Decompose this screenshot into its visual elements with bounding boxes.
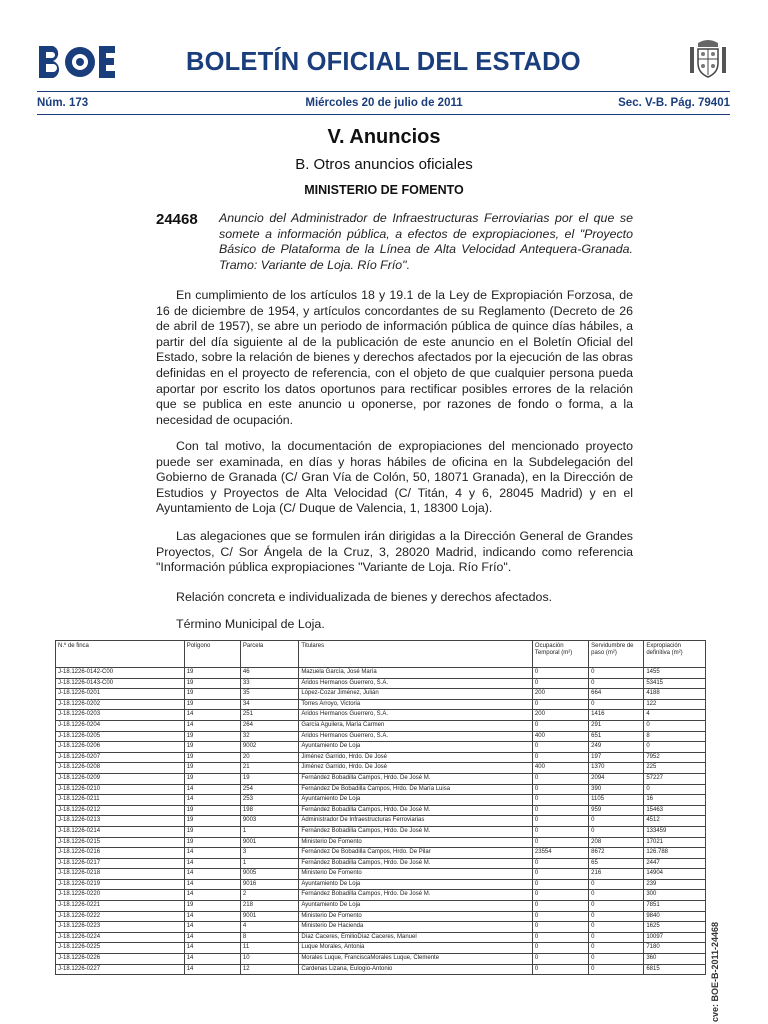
table-cell: J-18.1226-0207 [56, 752, 185, 763]
table-cell: 0 [532, 699, 588, 710]
table-cell: Mazuela García, José María [299, 668, 533, 679]
table-cell: 14 [184, 922, 240, 933]
table-row [56, 901, 706, 912]
section-subtitle: B. Otros anuncios oficiales [295, 156, 473, 173]
table-cell: 1105 [589, 795, 644, 806]
table-row [56, 678, 706, 689]
table-cell: Cardenas Lizana, Eulogio-Antonio [299, 964, 533, 975]
table-cell: 21 [240, 763, 298, 774]
table-cell: Ayuntamiento De Loja [299, 901, 533, 912]
table-cell: Fernández Bobadilla Campos, Hrdo. De José M. [299, 805, 533, 816]
table-row [56, 816, 706, 827]
table-cell: 390 [589, 784, 644, 795]
table-header-row [56, 641, 706, 668]
table-cell: 0 [644, 720, 706, 731]
table-cell: 3 [240, 848, 298, 859]
table-cell: 2094 [589, 773, 644, 784]
table-cell: 0 [532, 879, 588, 890]
table-cell: 19 [184, 731, 240, 742]
announcement-number: 24468 [156, 211, 198, 228]
table-cell: 0 [589, 879, 644, 890]
table-cell: 19 [184, 668, 240, 679]
header-rule-bottom [37, 114, 730, 115]
table-cell: Ministerio De Fomento [299, 869, 533, 880]
table-row [56, 784, 706, 795]
table-cell: 19 [184, 699, 240, 710]
table-cell: Morales Luque, FranciscaMorales Luque, Clemente [299, 954, 533, 965]
table-cell: 0 [532, 784, 588, 795]
table-cell: 23554 [532, 848, 588, 859]
issue-date: Miércoles 20 de julio de 2011 [305, 97, 463, 109]
table-cell: 9005 [240, 869, 298, 880]
table-cell: Fernández De Bobadilla Campos, Hrdo. De Pilar [299, 848, 533, 859]
table-cell: 19 [240, 773, 298, 784]
table-cell: J-18.1226-0201 [56, 689, 185, 700]
paragraph: Las alegaciones que se formulen irán dirigidas a la Dirección General de Grandes Proyectos, C/ Sor Ángela de la Cruz, 3, 28020 Madrid, indicando como referencia "Información pública expropiaciones "Variante de Loja. Río Frío". [156, 529, 633, 575]
table-cell: 0 [589, 911, 644, 922]
table-cell: 19 [184, 742, 240, 753]
table-cell: 14904 [644, 869, 706, 880]
column-header: Titulares [299, 641, 533, 668]
table-cell: 1 [240, 858, 298, 869]
paragraph: Término Municipal de Loja. [176, 617, 325, 631]
table-cell: 218 [240, 901, 298, 912]
table-cell: 14 [184, 943, 240, 954]
table-cell: J-18.1226-0202 [56, 699, 185, 710]
table-cell: Aridos Hermanos Guerrero, S.A. [299, 710, 533, 721]
table-cell: 0 [589, 901, 644, 912]
table-cell: 57227 [644, 773, 706, 784]
table-row [56, 879, 706, 890]
column-header: Ocupación Temporal (m²) [532, 641, 588, 668]
table-cell: 0 [589, 932, 644, 943]
table-cell: 122 [644, 699, 706, 710]
table-cell: 16 [644, 795, 706, 806]
table-cell: 14 [184, 710, 240, 721]
table-cell: Aridos Hermanos Guerrero, S.A. [299, 731, 533, 742]
table-cell: 0 [532, 954, 588, 965]
table-cell: 10097 [644, 932, 706, 943]
table-cell: 19 [184, 752, 240, 763]
table-row [56, 954, 706, 965]
table-cell: 2 [240, 890, 298, 901]
table-cell: 200 [532, 689, 588, 700]
table-cell: J-18.1226-0221 [56, 901, 185, 912]
table-cell: 19 [184, 678, 240, 689]
table-cell: 216 [589, 869, 644, 880]
table-cell: 19 [184, 689, 240, 700]
table-cell: 53415 [644, 678, 706, 689]
table-cell: 0 [644, 784, 706, 795]
table-cell: 1455 [644, 668, 706, 679]
table-cell: 12 [240, 964, 298, 975]
table-cell: 14 [184, 858, 240, 869]
table-cell: 0 [532, 795, 588, 806]
table-cell: 0 [532, 720, 588, 731]
table-cell: J-18.1226-0209 [56, 773, 185, 784]
table-cell: J-18.1226-0208 [56, 763, 185, 774]
table-cell: Fernández Bobadilla Campos, Hrdo. De José M. [299, 826, 533, 837]
table-cell: 1416 [589, 710, 644, 721]
table-row [56, 911, 706, 922]
table-cell: 208 [589, 837, 644, 848]
table-cell: 0 [532, 742, 588, 753]
table-cell: 14 [184, 848, 240, 859]
table-cell: 400 [532, 731, 588, 742]
table-cell: 0 [589, 826, 644, 837]
table-cell: Torres Arroyo, Victoria [299, 699, 533, 710]
table-cell: 19 [184, 901, 240, 912]
table-cell: 4512 [644, 816, 706, 827]
table-row [56, 848, 706, 859]
table-cell: 254 [240, 784, 298, 795]
table-cell: 291 [589, 720, 644, 731]
table-cell: 0 [532, 752, 588, 763]
table-cell: 19 [184, 805, 240, 816]
table-cell: 19 [184, 826, 240, 837]
table-cell: 19 [184, 816, 240, 827]
table-cell: 19 [184, 837, 240, 848]
table-row [56, 699, 706, 710]
table-cell: J-18.1226-0226 [56, 954, 185, 965]
table-cell: Ministerio De Fomento [299, 911, 533, 922]
table-cell: 35 [240, 689, 298, 700]
table-cell: 4 [240, 922, 298, 933]
table-row [56, 689, 706, 700]
table-cell: 200 [532, 710, 588, 721]
table-cell: 32 [240, 731, 298, 742]
table-cell: J-18.1226-0215 [56, 837, 185, 848]
table-cell: 0 [532, 932, 588, 943]
table-cell: J-18.1226-0213 [56, 816, 185, 827]
table-row [56, 922, 706, 933]
table-cell: 14 [184, 720, 240, 731]
table-cell: 9003 [240, 816, 298, 827]
table-cell: 0 [532, 890, 588, 901]
table-cell: J-18.1226-0217 [56, 858, 185, 869]
table-cell: Ayuntamiento De Loja [299, 879, 533, 890]
announcement-title: Anuncio del Administrador de Infraestructuras Ferroviarias por el que se somete a información pública, a efectos de expropiaciones, el "Proyecto Básico de Plataforma de la Línea de Alta Velocidad Antequera-Granada. Tramo: Variante de Loja. Río Frío". [219, 211, 633, 272]
table-cell: 0 [532, 826, 588, 837]
table-cell: 225 [644, 763, 706, 774]
table-cell: 33 [240, 678, 298, 689]
table-cell: 8672 [589, 848, 644, 859]
table-row [56, 837, 706, 848]
table-row [56, 763, 706, 774]
table-row [56, 858, 706, 869]
table-cell: 1 [240, 826, 298, 837]
table-cell: J-18.1226-0203 [56, 710, 185, 721]
table-row [56, 826, 706, 837]
table-cell: 400 [532, 763, 588, 774]
table-cell: 14 [184, 784, 240, 795]
table-cell: 14 [184, 795, 240, 806]
table-cell: 9001 [240, 837, 298, 848]
table-cell: 14 [184, 911, 240, 922]
table-cell: 0 [589, 943, 644, 954]
table-row [56, 668, 706, 679]
table-cell: Jiménez Garrido, Hrdo. De José [299, 763, 533, 774]
table-cell: 0 [589, 816, 644, 827]
table-cell: 0 [589, 954, 644, 965]
table-row [56, 710, 706, 721]
table-cell: 7952 [644, 752, 706, 763]
header-rule-top [37, 91, 730, 92]
table-row [56, 805, 706, 816]
table-cell: 10 [240, 954, 298, 965]
table-cell: Jiménez Garrido, Hrdo. De José [299, 752, 533, 763]
table-cell: J-18.1226-0205 [56, 731, 185, 742]
table-cell: 9016 [240, 879, 298, 890]
table-cell: 239 [644, 879, 706, 890]
table-cell: Díaz Caceres, EmilioDíaz Caceres, Manuel [299, 932, 533, 943]
table-row [56, 890, 706, 901]
table-cell: 46 [240, 668, 298, 679]
table-cell: J-18.1226-0224 [56, 932, 185, 943]
table-cell: 9002 [240, 742, 298, 753]
cve-code: cve: BOE-B-2011-24468 [710, 921, 720, 1022]
table-cell: 20 [240, 752, 298, 763]
table-cell: 4188 [644, 689, 706, 700]
table-cell: 0 [589, 678, 644, 689]
table-cell: Ministerio De Hacienda [299, 922, 533, 933]
section-page: Sec. V-B. Pág. 79401 [618, 97, 730, 109]
table-cell: Luque Morales, Antonia [299, 943, 533, 954]
table-row [56, 742, 706, 753]
table-cell: 197 [589, 752, 644, 763]
table-cell: Fernández Bobadilla Campos, Hrdo. De José M. [299, 890, 533, 901]
table-row [56, 932, 706, 943]
table-cell: 0 [532, 678, 588, 689]
table-cell: 0 [589, 890, 644, 901]
table-cell: J-18.1226-0211 [56, 795, 185, 806]
table-cell: 0 [532, 922, 588, 933]
table-cell: 14 [184, 954, 240, 965]
paragraph: Relación concreta e individualizada de bienes y derechos afectados. [176, 590, 553, 604]
table-cell: Áridos Hermanos Guerrero, S.A. [299, 678, 533, 689]
table-cell: J-18.1226-0223 [56, 922, 185, 933]
table-row [56, 720, 706, 731]
table-cell: 14 [184, 964, 240, 975]
table-cell: 664 [589, 689, 644, 700]
table-cell: 1370 [589, 763, 644, 774]
table-row [56, 752, 706, 763]
table-cell: J-18.1226-0210 [56, 784, 185, 795]
table-cell: J-18.1226-0142-C00 [56, 668, 185, 679]
table-cell: Ministerio De Fomento [299, 837, 533, 848]
paragraph: Con tal motivo, la documentación de expropiaciones del mencionado proyecto puede ser examinada, en días y horas hábiles de oficina en la Subdelegación del Gobierno de Granada (C/ Gran Vía de Colón, 50, 18071 Granada), en la Dirección de Estudios y Proyectos de Alta Velocidad (C/ Titán, 4 y 6, 28045 Madrid) y en el Ayuntamiento de Loja (C/ Duque de Valencia, 1, 18300 Loja). [156, 439, 633, 516]
table-cell: 0 [589, 964, 644, 975]
column-header: Polígono [184, 641, 240, 668]
table-cell: J-18.1226-0218 [56, 869, 185, 880]
table-cell: Fernández De Bobadilla Campos, Hrdo. De María Luisa [299, 784, 533, 795]
table-cell: 198 [240, 805, 298, 816]
column-header: N.º de finca [56, 641, 185, 668]
table-cell: Fernández Bobadilla Campos, Hrdo. De José M. [299, 773, 533, 784]
table-cell: 0 [532, 964, 588, 975]
issue-number: Núm. 173 [37, 97, 89, 109]
table-cell: J-18.1226-0216 [56, 848, 185, 859]
table-cell: 0 [589, 699, 644, 710]
masthead-title: BOLETÍN OFICIAL DEL ESTADO [186, 48, 581, 76]
table-cell: 15463 [644, 805, 706, 816]
table-cell: 11 [240, 943, 298, 954]
table-cell: 360 [644, 954, 706, 965]
table-cell: Ayuntamiento De Loja [299, 795, 533, 806]
table-cell: J-18.1226-0220 [56, 890, 185, 901]
table-cell: J-18.1226-0143-C00 [56, 678, 185, 689]
table-cell: 959 [589, 805, 644, 816]
table-cell: 0 [532, 901, 588, 912]
table-cell: 253 [240, 795, 298, 806]
table-cell: J-18.1226-0222 [56, 911, 185, 922]
table-cell: 300 [644, 890, 706, 901]
table-cell: 14 [184, 932, 240, 943]
table-cell: 126.788 [644, 848, 706, 859]
table-cell: 0 [532, 943, 588, 954]
table-cell: 7851 [644, 901, 706, 912]
column-header: Expropiación definitiva (m²) [644, 641, 706, 668]
table-cell: 9001 [240, 911, 298, 922]
table-cell: J-18.1226-0214 [56, 826, 185, 837]
table-row [56, 943, 706, 954]
table-cell: 0 [589, 668, 644, 679]
table-cell: 17021 [644, 837, 706, 848]
table-cell: 6815 [644, 964, 706, 975]
table-cell: 65 [589, 858, 644, 869]
table-row [56, 869, 706, 880]
table-cell: J-18.1226-0219 [56, 879, 185, 890]
coat-of-arms-icon [686, 37, 730, 81]
table-cell: 264 [240, 720, 298, 731]
table-cell: 19 [184, 763, 240, 774]
table-cell: J-18.1226-0206 [56, 742, 185, 753]
table-cell: 133459 [644, 826, 706, 837]
table-cell: 14 [184, 869, 240, 880]
section-title: V. Anuncios [327, 126, 441, 148]
table-cell: 0 [532, 816, 588, 827]
table-cell: Administrador De Infraestructuras Ferroviarias [299, 816, 533, 827]
ministry-heading: MINISTERIO DE FOMENTO [304, 183, 464, 197]
column-header: Parcela [240, 641, 298, 668]
paragraph: En cumplimiento de los artículos 18 y 19.1 de la Ley de Expropiación Forzosa, de 16 de diciembre de 1954, y artículos concordantes de su Reglamento (Decreto de 26 de abril de 1957), se abre un periodo de información pública de quince días hábiles, a partir del día siguiente al de la publicación de este anuncio en el Boletín Oficial del Estado, sobre la relación de bienes y derechos afectados por la ejecución de las obras definidas en el proyecto de referencia, con el objeto de que cualquier persona pueda aportar por escrito los datos oportunos para rectificar posibles errores de la relación que se publica en este anuncio u oponerse, por razones de fondo o forma, a la necesidad de ocupación. [156, 288, 633, 427]
table-cell: Fernández Bobadilla Campos, Hrdo. De José M. [299, 858, 533, 869]
table-cell: 1625 [644, 922, 706, 933]
table-cell: 0 [532, 837, 588, 848]
table-cell: 0 [532, 773, 588, 784]
table-cell: Ayuntamiento De Loja [299, 742, 533, 753]
table-cell: 2447 [644, 858, 706, 869]
boe-logo [37, 44, 117, 80]
table-row [56, 964, 706, 975]
table-cell: 0 [532, 805, 588, 816]
table-cell: 0 [589, 922, 644, 933]
table-cell: 0 [532, 668, 588, 679]
affected-properties-table [55, 640, 706, 975]
table-cell: 34 [240, 699, 298, 710]
table-cell: 9840 [644, 911, 706, 922]
table-cell: García Aguilera, María Carmen [299, 720, 533, 731]
table-cell: López-Cozar Jiménez, Julián [299, 689, 533, 700]
table-cell: 249 [589, 742, 644, 753]
table-cell: 14 [184, 879, 240, 890]
table-cell: 251 [240, 710, 298, 721]
table-cell: 8 [644, 731, 706, 742]
table-cell: 19 [184, 773, 240, 784]
table-cell: 651 [589, 731, 644, 742]
table-cell: 0 [532, 869, 588, 880]
table-cell: J-18.1226-0227 [56, 964, 185, 975]
table-cell: 0 [644, 742, 706, 753]
table-cell: 0 [532, 858, 588, 869]
table-cell: J-18.1226-0225 [56, 943, 185, 954]
table-row [56, 731, 706, 742]
table-cell: J-18.1226-0212 [56, 805, 185, 816]
column-header: Servidumbre de paso (m²) [589, 641, 644, 668]
table-row [56, 795, 706, 806]
table-cell: 4 [644, 710, 706, 721]
table-cell: J-18.1226-0204 [56, 720, 185, 731]
table-cell: 0 [532, 911, 588, 922]
table-cell: 8 [240, 932, 298, 943]
table-cell: 14 [184, 890, 240, 901]
table-row [56, 773, 706, 784]
table-cell: 7180 [644, 943, 706, 954]
